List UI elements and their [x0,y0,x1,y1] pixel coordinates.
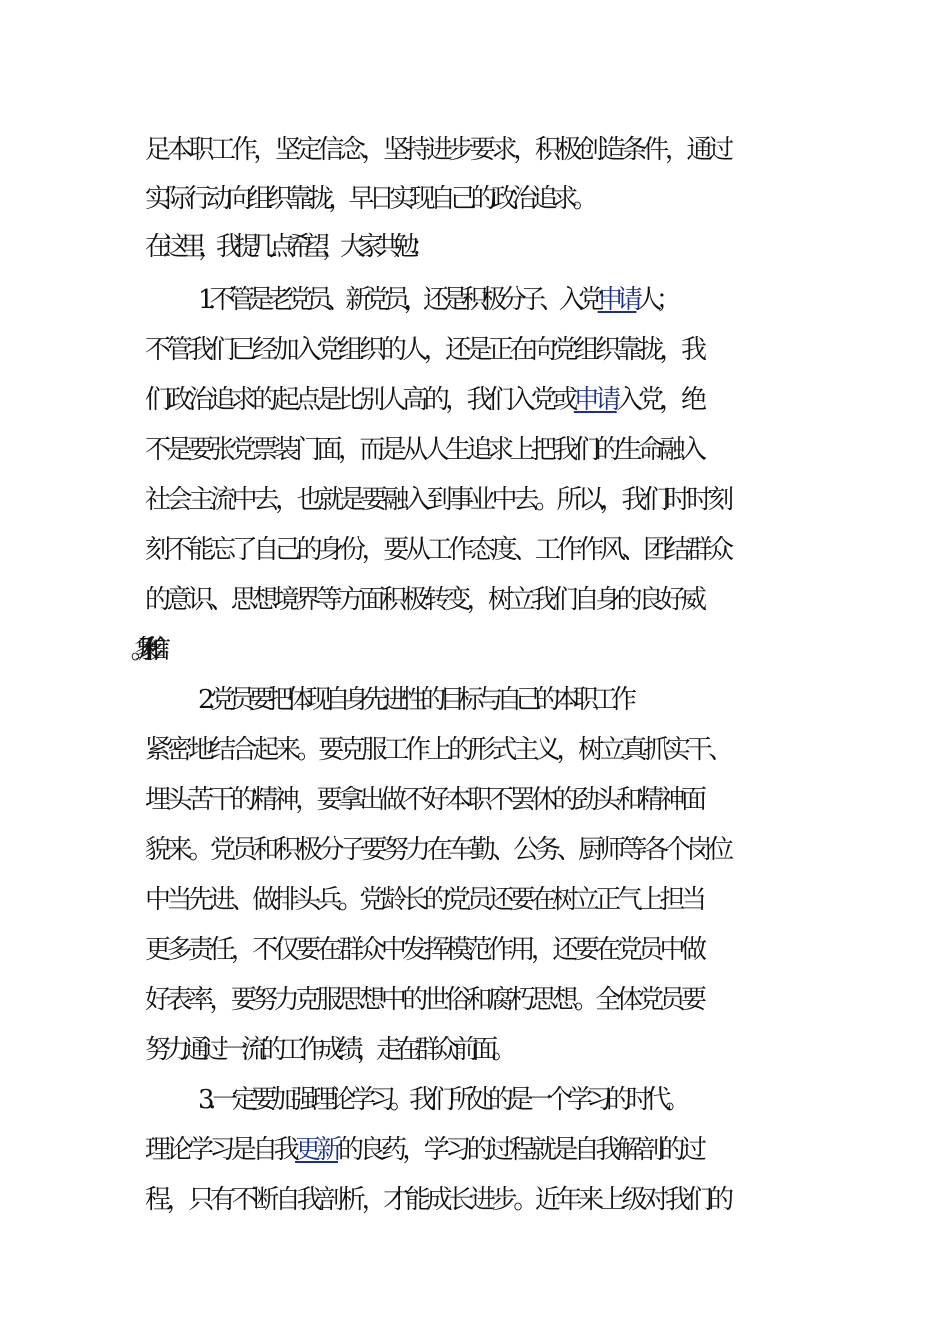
hyperlink[interactable]: 申请 [573,385,617,415]
text-segment: 在这里，我提几点希望，大家共勉： [145,232,429,262]
text-line [145,633,950,667]
text-line [145,1033,950,1067]
text-line [198,283,950,317]
text-segment: 的意识、思想境界等方面积极转变，树立我们自身的良好威 [145,585,703,615]
text-segment: 埋头苦干的精神，要拿出做不好本职不罢休的劲头和精神面 [145,785,703,815]
text-line [145,433,950,467]
text-line [145,1133,950,1167]
text-segment: 努力通过一流的工作成绩，走在群众前面。 [145,1035,511,1065]
text-segment: 刻不能忘了自己的身份，要从工作态度、工作作风、团结群众 [145,535,730,565]
text-segment: 程，只有不断自我剖析，才能成长进步。近年来上级对我们的 [145,1185,730,1215]
text-segment: 实际行动向组织靠拢，早日实现自己的政治追求。 [145,184,593,214]
text-line [145,833,950,867]
text-segment: 人； [636,285,676,315]
text-segment: 不是要张党票装门面，而是从人生追求上把我们的生命融入 [145,435,703,465]
text-segment: 2. 党员要把体现自身先进性的目标与自己的本职工作 [198,685,631,715]
text-line [145,983,950,1017]
text-line [145,230,950,264]
text-segment: 1.不管是老党员、新党员，还是积极分子、入党 [198,285,598,315]
text-segment: 的良药，学习的过程就是自我解剖的过 [337,1135,703,1165]
text-line [145,783,950,817]
text-segment: 不管我们已经加入党组织的人，还是正在向党组织靠拢，我 [145,335,703,365]
text-line [145,133,950,167]
text-line [198,1083,950,1117]
text-line [145,583,950,617]
text-line [145,483,950,517]
text-line [145,383,950,417]
hyperlink[interactable]: 更新 [295,1135,338,1165]
text-segment: 理论学习是自我 [145,1135,296,1165]
text-line [145,933,950,967]
text-line [145,333,950,367]
text-segment: 入党，绝 [616,385,703,415]
text-line [145,533,950,567]
text-segment: 3. 一定要加强理论学习。我们所处的是一个学习的时代。 [198,1085,685,1115]
text-segment: 足本职工作，坚定信念，坚持进步要求，积极创造条件，通过 [145,135,730,165]
text-line [145,733,950,767]
text-segment: 好表率，要努力克服思想中的世俗和腐朽思想。全体党员要 [145,985,703,1015]
text-segment: 紧密地结合起来。要克服工作上的形式主义，树立真抓实干、 [145,735,730,765]
text-line [198,683,950,717]
text-segment: 更多责任，不仅要在群众中发挥模范作用，还要在党员中做 [145,935,703,965]
text-segment: 貌来。党员和积极分子要努力在车勤、公务、厨师等各个岗位 [145,835,730,865]
text-line [145,883,950,917]
text-line [145,1183,950,1217]
hyperlink[interactable]: 申请 [597,285,637,315]
text-line [145,182,950,216]
text-segment: 中当先进、做排头兵。党龄长的党员还要在树立正气上担当 [145,885,703,915]
text-segment: 社会主流中去，也就是要融入到事业中去。所以，我们时时刻 [145,485,730,515]
text-segment: 们政治追求的起点是比别人高的，我们入党或 [145,385,574,415]
